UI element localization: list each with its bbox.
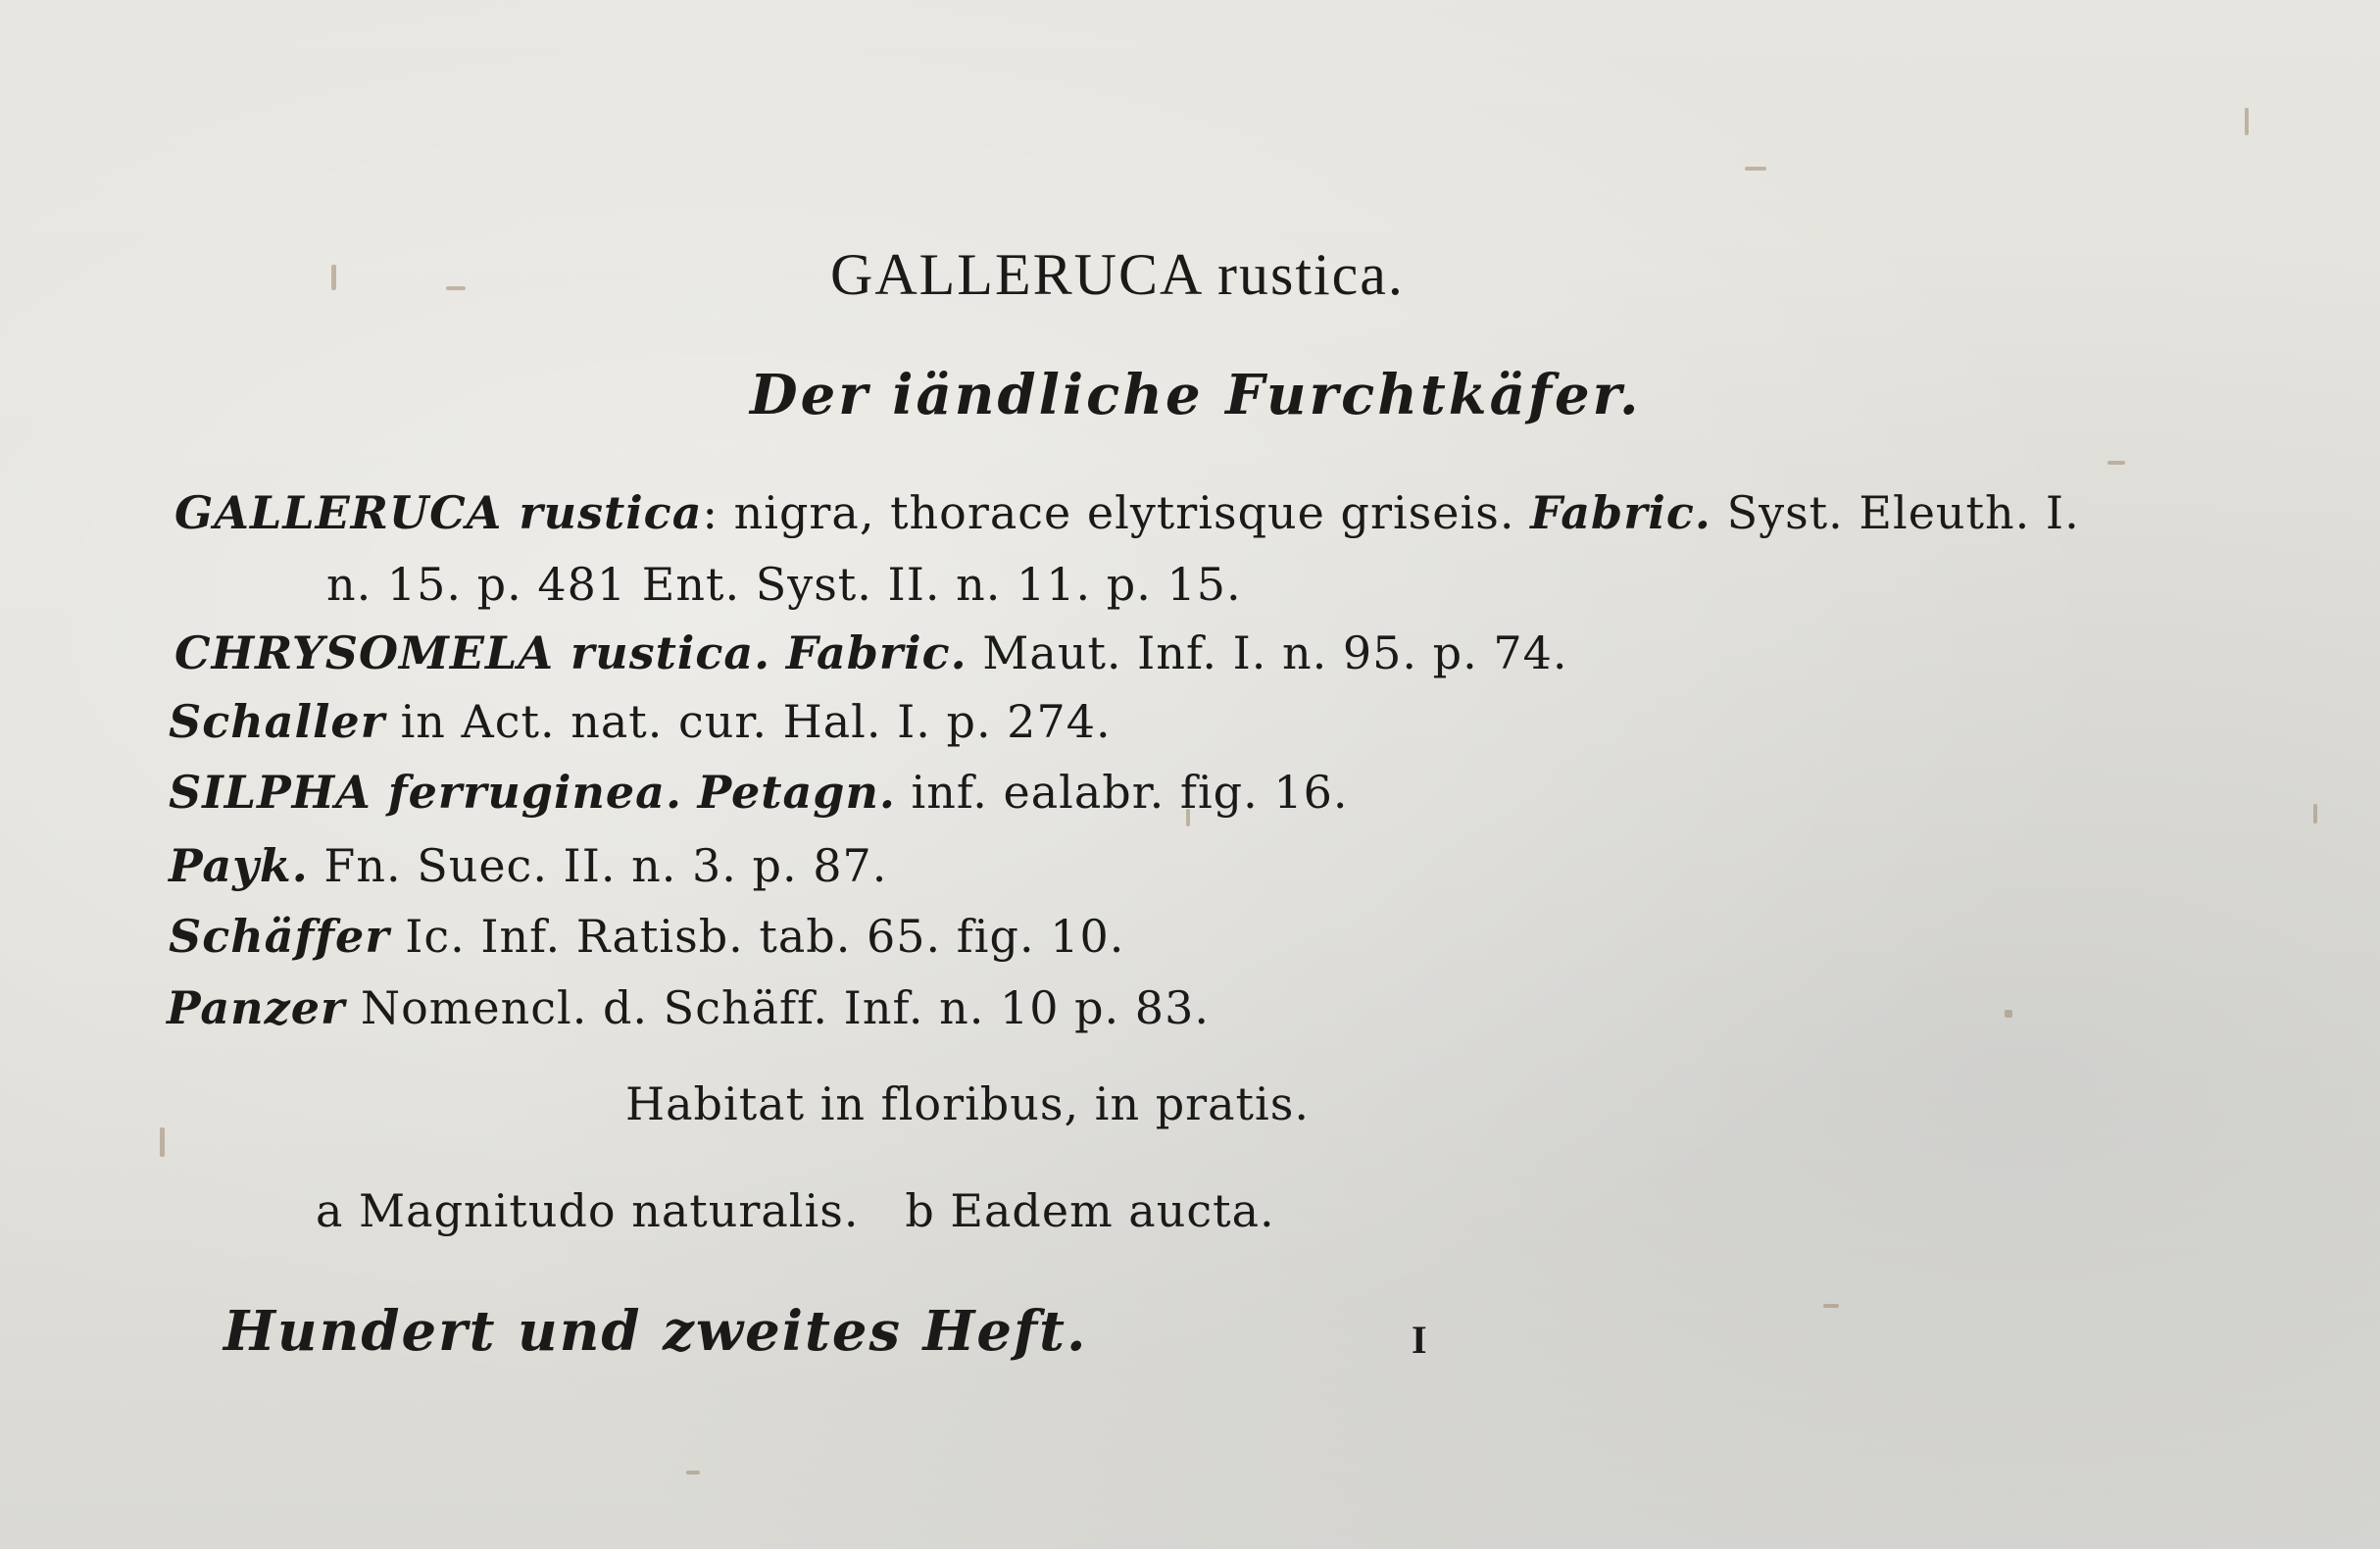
reference-line bbox=[169, 695, 1112, 748]
reference-line bbox=[167, 981, 1210, 1034]
paper-fleck bbox=[160, 1127, 165, 1157]
reference-line bbox=[174, 486, 2080, 539]
issue-footer: Hundert und zweites Heft. bbox=[223, 1299, 1088, 1364]
page-subtitle: Der iändliche Furchtkäfer. bbox=[750, 363, 1642, 427]
signature-mark: I bbox=[1412, 1318, 1428, 1362]
species-name: GALLERUCA rustica bbox=[174, 486, 703, 539]
reference-detail: in Act. nat. cur. Hal. I. p. 274. bbox=[400, 695, 1112, 748]
reference-detail: Syst. Eleuth. I. bbox=[1726, 486, 2080, 539]
reference-continuation: n. 15. p. 481 Ent. Syst. II. n. 11. p. 15. bbox=[326, 558, 1242, 611]
reference-detail: inf. ealabr. fig. 16. bbox=[911, 766, 1349, 819]
reference-detail: Nomencl. d. Schäff. Inf. n. 10 p. 83. bbox=[360, 981, 1210, 1034]
figure-legend: a Magnitudo naturalis. b Eadem aucta. bbox=[316, 1184, 1275, 1237]
paper-fleck bbox=[2107, 461, 2125, 465]
reference-line bbox=[169, 910, 1125, 963]
species-name: CHRYSOMELA rustica. bbox=[174, 626, 771, 679]
species-name: SILPHA ferruginea. bbox=[169, 766, 682, 819]
habitat-text: Habitat in floribus, in pratis. bbox=[625, 1077, 1310, 1130]
paper-fleck bbox=[2245, 108, 2249, 135]
author-name: Schaller bbox=[169, 695, 385, 748]
reference-line bbox=[169, 766, 1349, 819]
paper-fleck bbox=[1745, 167, 1766, 171]
reference-detail: Ic. Inf. Ratisb. tab. 65. fig. 10. bbox=[405, 910, 1125, 963]
paper-fleck bbox=[2313, 804, 2317, 824]
author-name: Schäffer bbox=[169, 910, 390, 963]
author-name: Payk. bbox=[169, 839, 309, 892]
author-name: Petagn. bbox=[697, 766, 896, 819]
paper-fleck bbox=[2005, 1010, 2012, 1018]
page-title: GALLERUCA rustica. bbox=[830, 242, 1405, 307]
paper-fleck bbox=[331, 265, 336, 290]
reference-line bbox=[174, 626, 1568, 679]
paper-fleck bbox=[446, 286, 466, 290]
reference-line bbox=[169, 839, 888, 892]
author-name: Fabric. bbox=[1530, 486, 1711, 539]
reference-detail: Maut. Inf. I. n. 95. p. 74. bbox=[982, 626, 1568, 679]
paper-fleck bbox=[686, 1471, 700, 1474]
paper-fleck bbox=[1823, 1304, 1839, 1308]
author-name: Fabric. bbox=[785, 626, 967, 679]
species-description: : nigra, thorace elytrisque griseis. bbox=[702, 486, 1515, 539]
reference-detail: Fn. Suec. II. n. 3. p. 87. bbox=[323, 839, 888, 892]
author-name: Panzer bbox=[167, 981, 346, 1034]
